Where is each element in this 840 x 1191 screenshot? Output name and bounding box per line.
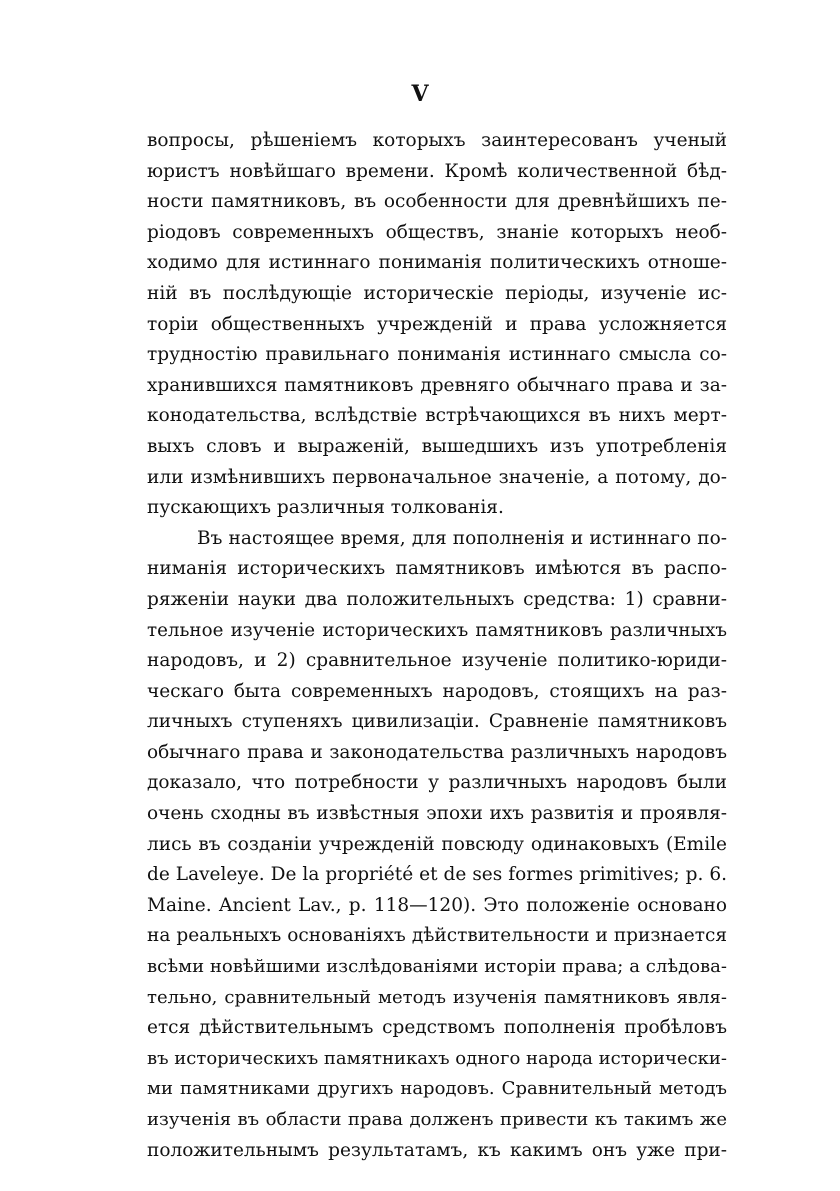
text-line: на реальныхъ основаніяхъ дѣйствительности и признается xyxy=(147,925,727,947)
text-line: всѣми новѣйшими изслѣдованіями исторіи права; а слѣдова- xyxy=(147,956,727,978)
text-line: ности памятниковъ, въ особенности для древнѣйшихъ пе- xyxy=(147,191,727,213)
text-line: тельно, сравнительный методъ изученія памятниковъ явля- xyxy=(147,986,727,1008)
text-line: Maine. Ancient Lav., p. 118—120). Это положеніе основано xyxy=(147,894,727,916)
text-line: хранившихся памятниковъ древняго обычнаго права и за- xyxy=(147,374,727,396)
text-line: лись въ созданіи учрежденій повсюду одинаковыхъ (Emile xyxy=(147,833,727,855)
text-line: ется дѣйствительнымъ средствомъ пополненія пробѣловъ xyxy=(147,1017,727,1039)
page-number: V xyxy=(411,81,429,107)
paragraph-1 xyxy=(147,126,727,524)
text-line: личныхъ ступеняхъ цивилизаціи. Сравненіе памятниковъ xyxy=(147,711,727,733)
text-line: ходимо для истиннаго пониманія политическихъ отноше- xyxy=(147,252,727,274)
text-line: тельное изученіе историческихъ памятниковъ различныхъ xyxy=(147,619,727,641)
text-line: или измѣнившихъ первоначальное значеніе, а потому, до- xyxy=(147,466,727,488)
text-line: ріодовъ современныхъ обществъ, знаніе которыхъ необ- xyxy=(147,221,727,243)
text-line: юристъ новѣйшаго времени. Кромѣ количественной бѣд- xyxy=(147,160,727,182)
text-line: ми памятниками другихъ народовъ. Сравнительный методъ xyxy=(147,1078,727,1100)
text-line: народовъ, и 2) сравнительное изученіе политико-юриди- xyxy=(147,650,727,672)
text-line: обычнаго права и законодательства различныхъ народовъ xyxy=(147,741,727,763)
text-line: трудностію правильнаго пониманія истиннаго смысла со- xyxy=(147,344,727,366)
text-line: доказало, что потребности у различныхъ народовъ были xyxy=(147,772,727,794)
text-line: конодательства, вслѣдствіе встрѣчающихся въ нихъ мерт- xyxy=(147,405,727,427)
text-line: выхъ словъ и выраженій, вышедшихъ изъ употребленія xyxy=(147,435,727,457)
text-line: вопросы, рѣшеніемъ которыхъ заинтересованъ ученый xyxy=(147,130,727,151)
paragraph-2 xyxy=(147,524,727,1166)
text-line: изученія въ области права долженъ привести къ такимъ же xyxy=(147,1109,727,1130)
text-line: ческаго быта современныхъ народовъ, стоящихъ на раз- xyxy=(147,680,727,702)
text-line: ряженіи науки два положительныхъ средства: 1) сравни- xyxy=(147,588,727,610)
text-line: торіи общественныхъ учрежденій и права усложняется xyxy=(147,313,727,335)
text-line: въ историческихъ памятникахъ одного народа исторически- xyxy=(147,1047,727,1069)
text-line: положительнымъ результатамъ, къ какимъ онъ уже при- xyxy=(147,1139,727,1161)
text-line: очень сходны въ извѣстныя эпохи ихъ развитія и проявля- xyxy=(147,803,727,825)
text-line: ній въ послѣдующіе историческіе періоды, изученіе ис- xyxy=(147,282,727,304)
text-line: Въ настоящее время, для пополненія и истиннаго по- xyxy=(197,527,727,549)
text-line: de Laveleye. De la propriété et de ses formes primitives; p. 6. xyxy=(147,864,727,886)
text-line: пускающихъ различныя толкованія. xyxy=(147,497,504,519)
page-body xyxy=(147,126,727,1166)
text-line: ниманія историческихъ памятниковъ имѣются въ распо- xyxy=(147,558,727,580)
